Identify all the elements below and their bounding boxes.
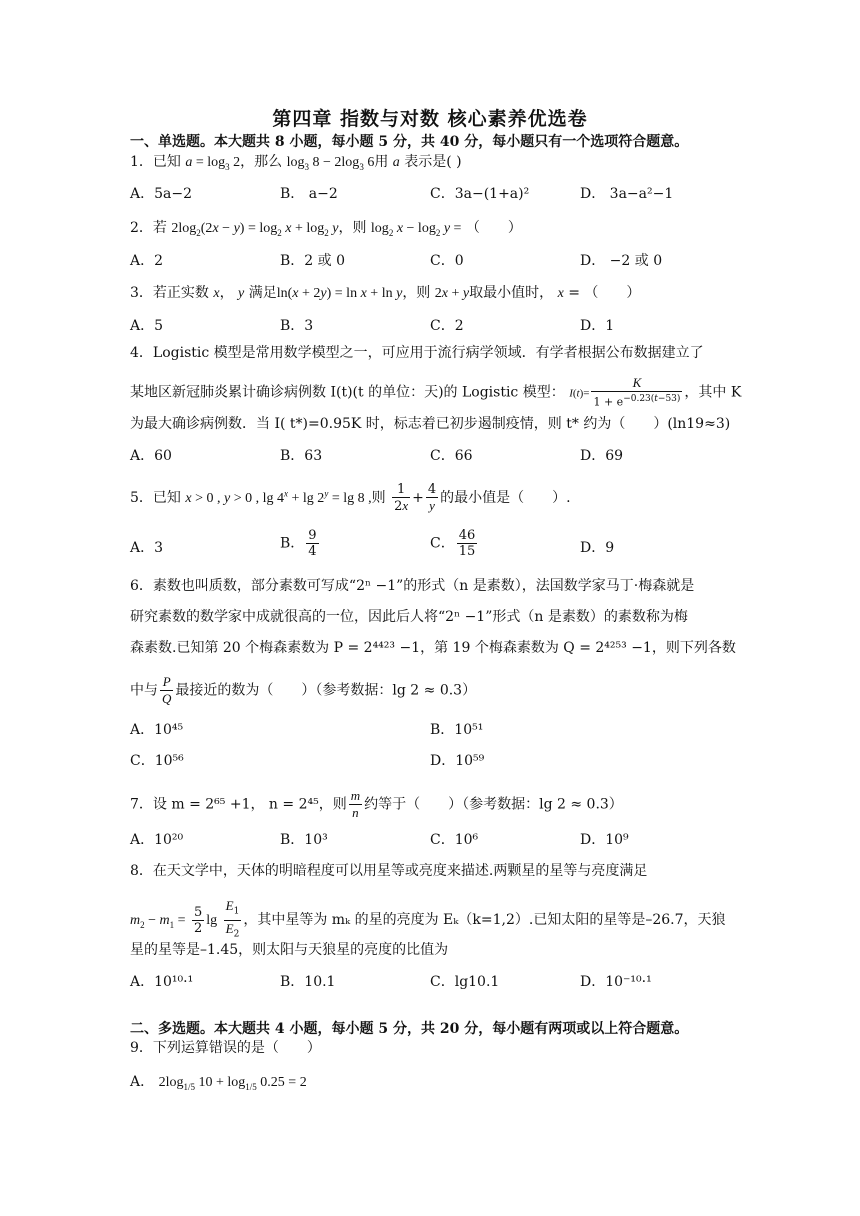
q2-option-d[interactable]: D． −2 或 0 [580, 253, 663, 269]
q4-option-d[interactable]: D．69 [580, 448, 624, 464]
q1-option-a[interactable]: A．5a−2 [130, 186, 193, 202]
q5-option-c[interactable]: C． $\frac{46}{15}$ [430, 528, 476, 559]
q5-option-d[interactable]: D．9 [580, 540, 615, 556]
q5-option-b[interactable]: B． $\frac{9}{4}$ [280, 528, 317, 559]
q4-option-b[interactable]: B．63 [280, 448, 323, 464]
question-6-line-2: 研究素数的数学家中成就很高的一位，因此后人将“2ⁿ −1”形式（n 是素数）的素数称为梅 [130, 609, 688, 625]
question-8-line-2: $m_2 - m_1$ = $\frac{5}{2}$ lg $\frac{E_1}{E_2}$ ，其中星等为 mₖ 的星的亮度为 Eₖ（k=1,2）.已知太阳的星等是–26.7，天狼 [130, 898, 726, 942]
question-6-line-1: 6．素数也叫质数，部分素数可写成“2ⁿ −1”的形式（n 是素数），法国数学家马丁·梅森就是 [130, 578, 695, 594]
q2-option-c[interactable]: C．0 [430, 253, 464, 269]
q7-option-a[interactable]: A．10²⁰ [130, 832, 184, 848]
q6-option-c[interactable]: C．10⁵⁶ [130, 753, 184, 769]
q7-option-c[interactable]: C．10⁶ [430, 832, 479, 848]
q8-option-c[interactable]: C．lg10.1 [430, 974, 500, 990]
question-4-line-2: 某地区新冠肺炎累计确诊病例数 I(t)(t 的单位：天)的 Logistic 模型： I(t)= $\frac{K}{1 + e^{-0.23(t-53)}}$ ，其中 K [130, 375, 742, 409]
question-8-line-1: 8．在天文学中，天体的明暗程度可以用星等或亮度来描述.两颗星的星等与亮度满足 [130, 863, 648, 879]
question-1: 1．已知 $a = \log_3 2$，那么 $\log_3 8 - 2\log_3$ 6用 a 表示是( ) [130, 154, 462, 172]
q6-option-d[interactable]: D．10⁵⁹ [430, 753, 485, 769]
question-4-line-3: 为最大确诊病例数．当 I( t*)=0.95K 时，标志着已初步遏制疫情，则 t* 约为（ ）(ln19≈3) [130, 416, 731, 432]
q6-option-a[interactable]: A．10⁴⁵ [130, 722, 184, 738]
q6-option-b[interactable]: B．10⁵¹ [430, 722, 484, 738]
q1-option-c[interactable]: C．3a−(1+a)² [430, 186, 530, 202]
q1-option-d[interactable]: D． 3a−a²−1 [580, 186, 674, 202]
question-5: 5．已知 x > 0 , y > 0 , $\lg 4^x + \lg 2^y = \lg 8$ ,则 $\frac{1}{2x}$ + $\frac{4}{y}$ 的最小值是（ ）. [130, 482, 571, 514]
q3-option-a[interactable]: A．5 [130, 318, 164, 334]
q9-option-a[interactable]: A． $2\log_{1/5}$ $10 + \log_{1/5} 0.25 = 2$ [130, 1074, 307, 1092]
q8-option-a[interactable]: A．10¹⁰·¹ [130, 974, 194, 990]
question-9: 9．下列运算错误的是（ ） [130, 1040, 321, 1056]
question-8-line-3: 星的星等是–1.45，则太阳与天狼星的亮度的比值为 [130, 942, 449, 958]
q2-option-a[interactable]: A．2 [130, 253, 164, 269]
question-4-line-1: 4．Logistic 模型是常用数学模型之一，可应用于流行病学领域．有学者根据公布数据建立了 [130, 345, 704, 361]
q7-option-b[interactable]: B．10³ [280, 832, 328, 848]
q2-option-b[interactable]: B．2 或 0 [280, 253, 346, 269]
q3-option-c[interactable]: C．2 [430, 318, 464, 334]
q3-option-b[interactable]: B．3 [280, 318, 314, 334]
question-2: 2．若 $2\log_2(2x - y) = \log_2 x + \log_2 y$，则 $\log_2 x - \log_2 y$ = （ ） [130, 220, 522, 238]
question-6-line-4: 中与 $\frac{P}{Q}$ 最接近的数为（ ）（参考数据：lg 2 ≈ 0.3） [130, 674, 477, 706]
q8-option-b[interactable]: B．10.1 [280, 974, 336, 990]
q8-option-d[interactable]: D．10⁻¹⁰·¹ [580, 974, 652, 990]
section-single-choice: 一、单选题。本大题共 8 小题，每小题 5 分，共 40 分，每小题只有一个选项符合题意。 [130, 134, 689, 150]
q7-option-d[interactable]: D．10⁹ [580, 832, 629, 848]
section-multiple-choice: 二、多选题。本大题共 4 小题，每小题 5 分，共 20 分，每小题有两项或以上符合题意。 [130, 1021, 689, 1037]
question-3: 3．若正实数 x， y 满足ln(x + 2y) = ln x + ln y，则 2x + y取最小值时， x = （ ） [130, 285, 641, 301]
q4-option-c[interactable]: C．66 [430, 448, 473, 464]
q4-option-a[interactable]: A．60 [130, 448, 172, 464]
q5-option-a[interactable]: A．3 [130, 540, 164, 556]
q3-option-d[interactable]: D．1 [580, 318, 615, 334]
page-title: 第四章 指数与对数 核心素养优选卷 [272, 108, 588, 130]
question-7: 7．设 m = 2⁶⁵ +1， n = 2⁴⁵，则 $\frac{m}{n}$ 约等于（ ）（参考数据：lg 2 ≈ 0.3） [130, 788, 623, 820]
question-6-line-3: 森素数.已知第 20 个梅森素数为 P = 2⁴⁴²³ −1，第 19 个梅森素数为 Q = 2⁴²⁵³ −1，则下列各数 [130, 640, 736, 656]
q1-option-b[interactable]: B． a−2 [280, 186, 338, 202]
